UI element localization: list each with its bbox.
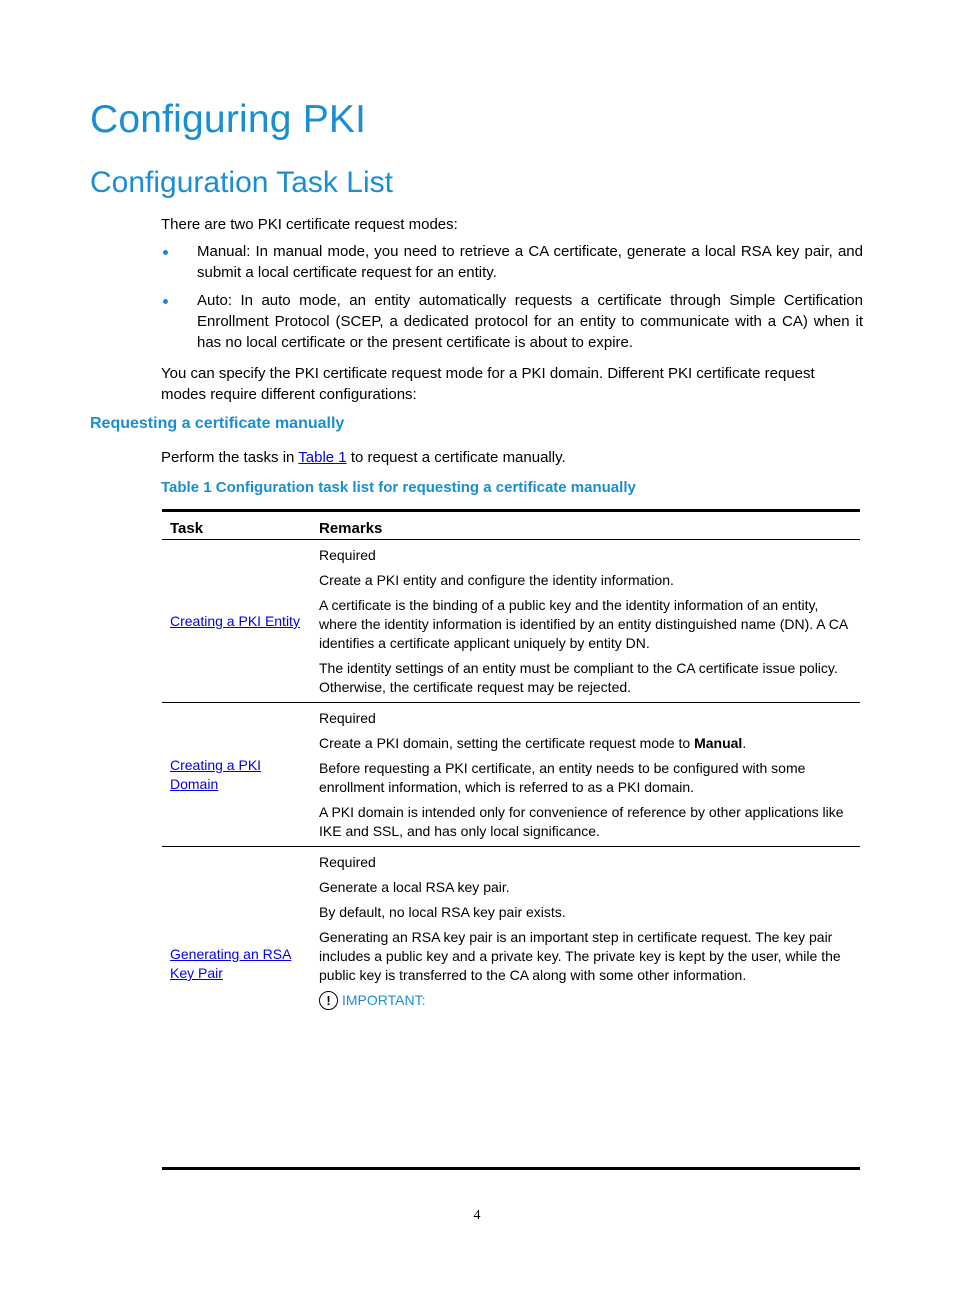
remark-line: Generate a local RSA key pair.: [319, 879, 510, 895]
section-title: Configuration Task List: [90, 166, 393, 199]
creating-pki-entity-link[interactable]: Creating a PKI Entity: [170, 613, 300, 629]
exclamation-circle-icon: !: [319, 991, 338, 1010]
list-item: Auto: In auto mode, an entity automatically requests a certificate through Simple Certification Enrollment Protocol (SCEP, a dedicated protocol for an entity to communicate with a CA) when it has no local certificate or the present certificate is about to expire.: [161, 290, 863, 353]
remark-line: By default, no local RSA key pair exists.: [319, 904, 566, 920]
table-1-link[interactable]: Table 1: [298, 449, 347, 466]
column-header-task: Task: [162, 511, 311, 540]
bullet-icon: [163, 250, 168, 255]
remarks-cell: [311, 847, 860, 1169]
column-header-remarks: Remarks: [311, 511, 860, 540]
task-table: [162, 509, 860, 1170]
table-row: [162, 540, 860, 703]
task-cell: [162, 847, 311, 1169]
table-row: [162, 703, 860, 847]
remarks-cell: [311, 540, 860, 703]
remarks-cell: [311, 703, 860, 847]
table-header-row: [162, 511, 860, 540]
bullet-icon: [163, 299, 168, 304]
important-note: [319, 991, 852, 1010]
remark-line: The identity settings of an entity must be compliant to the CA certificate issue policy. Otherwise, the certificate request may be rejected.: [319, 660, 838, 695]
manual-mode-label: Manual: [694, 735, 743, 751]
important-label: IMPORTANT:: [342, 992, 426, 1008]
mode-paragraph: You can specify the PKI certificate request mode for a PKI domain. Different PKI certificate request modes require different configurations:: [161, 365, 815, 403]
remark-line: Before requesting a PKI certificate, an entity needs to be configured with some enrollment information, which is referred to as a PKI domain.: [319, 760, 806, 795]
remark-line: A certificate is the binding of a public key and the identity information of an entity, where the identity information is identified by an entity distinguished name (DN). A CA identifies a certificate applicant uniquely by entity DN.: [319, 597, 848, 651]
remark-line: Required: [319, 710, 376, 726]
table-row: [162, 847, 860, 1169]
intro-paragraph: There are two PKI certificate request modes:: [161, 216, 458, 233]
request-mode-list: [161, 241, 863, 360]
subsection-title: Requesting a certificate manually: [90, 415, 345, 432]
remark-line: Required: [319, 854, 376, 870]
remark-line: Required: [319, 547, 376, 563]
tasks-paragraph: Perform the tasks in Table 1 to request a certificate manually.: [161, 449, 566, 466]
remark-line: Generating an RSA key pair is an important step in certificate request. The key pair includes a public key and a private key. The private key is kept by the user, while the public key is transferred to the CA along with some other information.: [319, 929, 841, 983]
task-cell: [162, 540, 311, 703]
task-cell: [162, 703, 311, 847]
list-item: Manual: In manual mode, you need to retrieve a CA certificate, generate a local RSA key pair, and submit a local certificate request for an entity.: [161, 241, 863, 283]
page-number: 4: [473, 1208, 481, 1223]
remark-line: Create a PKI domain, setting the certificate request mode to Manual.: [319, 735, 747, 751]
generating-rsa-key-pair-link[interactable]: Generating an RSA Key Pair: [170, 946, 292, 981]
table-caption: Table 1 Configuration task list for requesting a certificate manually: [161, 479, 636, 496]
page-title: Configuring PKI: [90, 98, 367, 141]
remark-line: A PKI domain is intended only for convenience of reference by other applications like IKE and SSL, and has only local significance.: [319, 804, 844, 839]
creating-pki-domain-link[interactable]: Creating a PKI Domain: [170, 757, 262, 792]
remark-line: Create a PKI entity and configure the identity information.: [319, 572, 674, 588]
